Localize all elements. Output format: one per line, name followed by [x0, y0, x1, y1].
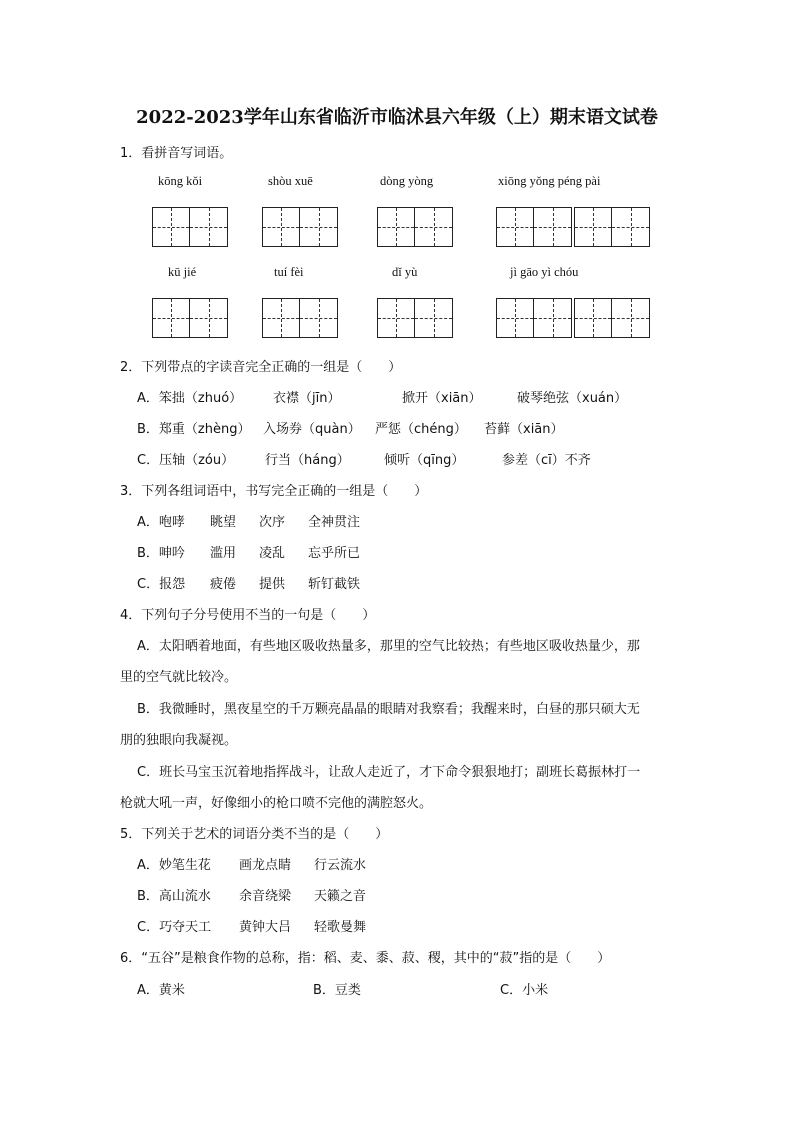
option-part: 斩钉截铁 [308, 577, 361, 592]
option-part: B．呻吟 [137, 546, 185, 561]
writing-grid[interactable] [262, 207, 338, 247]
question-4-option-b-cont: 朋的独眼向我凝视。 [120, 733, 238, 748]
option-part: A．妙笔生花 [137, 858, 211, 873]
option-part: 严惩（chéng） [375, 422, 467, 437]
pinyin-1-4: xiōng yǒng péng pài [498, 174, 601, 188]
option-part: 次序 [259, 515, 286, 530]
writing-grid[interactable] [152, 298, 228, 338]
question-6-option-c[interactable]: C．小米 [500, 983, 549, 998]
question-6-stem: 6．“五谷”是粮食作物的总称，指：稻、麦、黍、菽、稷，其中的“菽”指的是（ ） [120, 951, 611, 966]
option-part: C．报怨 [137, 577, 186, 592]
pinyin-2-4: jì gāo yì chóu [510, 265, 579, 279]
option-part: B．郑重（zhèng） [137, 422, 251, 437]
pinyin-1-3: dòng yòng [380, 174, 434, 188]
writing-grid[interactable] [574, 298, 650, 338]
question-5-stem: 5．下列关于艺术的词语分类不当的是（ ） [120, 827, 389, 842]
option-part: 行当（háng） [265, 453, 350, 468]
pinyin-2-2: tuí fèi [274, 265, 304, 279]
question-4-stem: 4．下列句子分号使用不当的一句是（ ） [120, 608, 376, 623]
question-4-option-c[interactable]: C．班长马宝玉沉着地指挥战斗，让敌人走近了，才下命令狠狠地打；副班长葛振林打一 [137, 765, 641, 780]
pinyin-1-1: kōng kǒi [158, 174, 203, 188]
question-1-stem: 1．看拼音写词语。 [120, 146, 233, 161]
option-part: 画龙点睛 [239, 858, 292, 873]
option-part: C．压轴（zóu） [137, 453, 235, 468]
option-part: 全神贯注 [308, 515, 361, 530]
option-part: 疲倦 [210, 577, 237, 592]
writing-grid[interactable] [377, 298, 453, 338]
writing-grid[interactable] [574, 207, 650, 247]
pinyin-2-3: dǐ yù [392, 265, 418, 279]
option-part: 忘乎所已 [308, 546, 361, 561]
option-part: 入场券（quàn） [263, 422, 361, 437]
writing-grid[interactable] [377, 207, 453, 247]
option-part: 提供 [259, 577, 286, 592]
option-part: 参差（cī）不齐 [502, 453, 591, 468]
option-part: 余音绕梁 [239, 889, 292, 904]
writing-grid[interactable] [152, 207, 228, 247]
option-part: 衣襟（jīn） [273, 391, 341, 406]
option-part: 苔藓（xiān） [484, 422, 564, 437]
option-part: C．巧夺天工 [137, 920, 212, 935]
option-part: 破琴绝弦（xuán） [517, 391, 628, 406]
option-part: 滥用 [210, 546, 237, 561]
writing-grid[interactable] [496, 298, 572, 338]
question-4-option-c-cont: 枪就大吼一声，好像细小的枪口喷不完他的满腔怒火。 [120, 796, 433, 811]
question-6-option-a[interactable]: A．黄米 [137, 983, 185, 998]
option-part: 掀开（xiān） [402, 391, 482, 406]
pinyin-1-2: shòu xuē [268, 174, 313, 188]
question-2-stem: 2．下列带点的字读音完全正确的一组是（ ） [120, 360, 402, 375]
question-6-option-b[interactable]: B．豆类 [313, 983, 361, 998]
option-part: A．咆哮 [137, 515, 185, 530]
option-part: B．高山流水 [137, 889, 211, 904]
writing-grid[interactable] [496, 207, 572, 247]
option-part: 黄钟大吕 [239, 920, 292, 935]
question-3-stem: 3．下列各组词语中，书写完全正确的一组是（ ） [120, 484, 428, 499]
option-part: 凌乱 [259, 546, 286, 561]
option-part: 天籁之音 [314, 889, 367, 904]
writing-grid[interactable] [262, 298, 338, 338]
option-part: A．笨拙（zhuó） [137, 391, 243, 406]
question-4-option-b[interactable]: B．我微睡时，黑夜星空的千万颗亮晶晶的眼睛对我察看；我醒来时，白昼的那只硕大无 [137, 702, 640, 717]
option-part: 行云流水 [314, 858, 367, 873]
question-4-option-a[interactable]: A．太阳晒着地面，有些地区吸收热量多，那里的空气比较热；有些地区吸收热量少，那 [137, 639, 640, 654]
option-part: 轻歌曼舞 [314, 920, 367, 935]
option-part: 倾听（qīng） [384, 453, 465, 468]
option-part: 眺望 [210, 515, 237, 530]
page-title: 2022-2023学年山东省临沂市临沭县六年级（上）期末语文试卷 [136, 107, 658, 128]
question-4-option-a-cont: 里的空气就比较冷。 [120, 670, 238, 685]
pinyin-2-1: kū jié [168, 265, 197, 279]
